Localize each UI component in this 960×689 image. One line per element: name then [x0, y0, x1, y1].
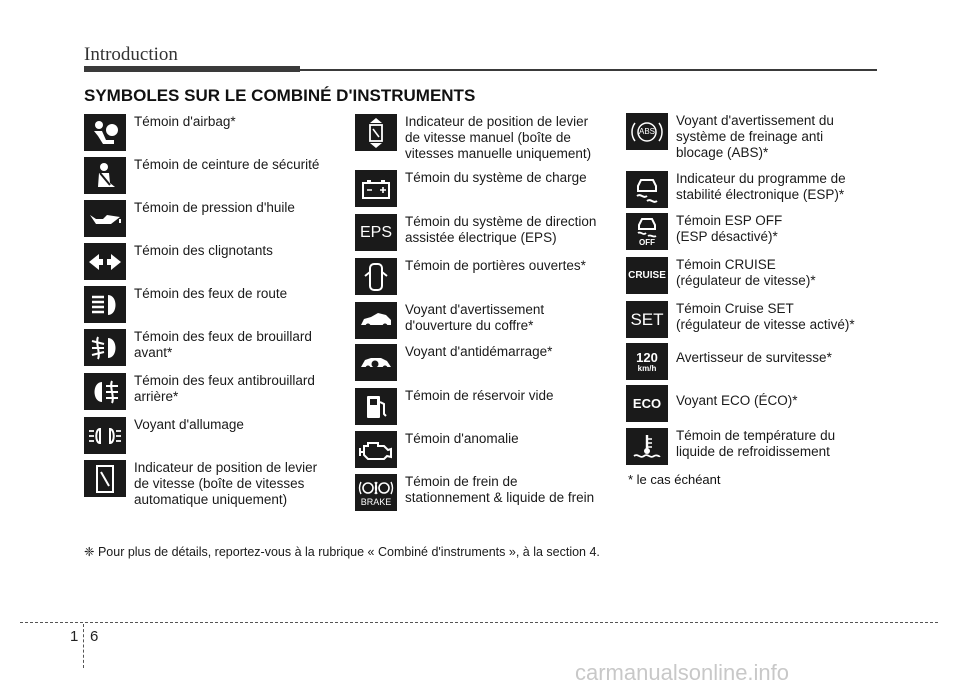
symbol-airbag [84, 114, 236, 151]
symbol-seatbelt [84, 157, 319, 194]
symbol-label: Témoin de température du liquide de refroidissement [676, 428, 836, 459]
symbol-label: Indicateur du programme de stabilité électronique (ESP)* [676, 171, 846, 202]
symbol-abs [626, 113, 834, 161]
symbol-label: Voyant d'avertissement du système de freinage anti blocage (ABS)* [676, 113, 834, 160]
esp-icon [626, 171, 668, 208]
symbol-label: Voyant d'allumage [134, 417, 244, 432]
symbol-high-beam [84, 286, 287, 323]
abs-icon [626, 113, 668, 150]
watermark: carmanualsonline.info [575, 660, 790, 685]
symbol-label: Témoin des feux de route [134, 286, 288, 301]
symbol-eps [355, 214, 596, 251]
symbol-eco [626, 385, 798, 422]
symbol-label: Voyant d'avertissement d'ouverture du coffre* [405, 302, 545, 333]
oil-pressure-icon [84, 200, 126, 237]
symbol-label: Témoin CRUISE (régulateur de vitesse)* [676, 257, 816, 288]
cruise-set-icon-text: SET [630, 309, 664, 329]
page-number: 6 [90, 628, 99, 645]
symbol-esp-off [626, 213, 782, 250]
cruise-set-icon [626, 301, 668, 338]
symbol-overspeed [626, 343, 832, 380]
symbol-label: Témoin d'airbag* [134, 114, 236, 129]
symbol-battery [355, 170, 587, 207]
brake-icon [355, 474, 397, 511]
manual-shift-icon [355, 114, 397, 151]
cruise-icon [626, 257, 668, 294]
symbol-front-fog [84, 329, 312, 366]
coolant-temp-icon [626, 428, 668, 465]
symbol-door-open [355, 258, 586, 295]
eps-icon-text: EPS [359, 223, 392, 241]
symbol-label: Témoin des clignotants [134, 243, 273, 258]
symbol-label: Avertisseur de survitesse* [676, 350, 832, 365]
symbol-engine-check [355, 431, 519, 468]
eco-icon [626, 385, 668, 422]
engine-check-icon [355, 431, 397, 468]
esp-off-icon [626, 213, 668, 250]
symbol-brake [355, 474, 594, 511]
symbol-label: Témoin des feux de brouillard avant* [134, 329, 312, 360]
symbol-label: Indicateur de position de levier de vitesse manuel (boîte de vitesses manuelle uniquement) [405, 114, 592, 161]
symbol-label: Voyant d'antidémarrage* [405, 344, 553, 359]
symbol-auto-shift [84, 460, 317, 508]
symbol-coolant-temp [626, 428, 835, 465]
brake-icon-text: BRAKE [360, 496, 392, 507]
door-open-icon [355, 258, 397, 295]
abs-icon-text: ABS [638, 127, 655, 136]
symbol-cruise [626, 257, 816, 294]
symbol-label: Témoin Cruise SET (régulateur de vitesse activé)* [676, 301, 855, 332]
symbol-label: Témoin de ceinture de sécurité [134, 157, 320, 172]
symbol-oil-pressure [84, 200, 295, 237]
front-fog-icon [84, 329, 126, 366]
page-header-title: Introduction [84, 44, 178, 65]
fuel-icon [355, 388, 397, 425]
symbol-immobilizer [355, 344, 552, 381]
symbol-label: Témoin du système de direction assistée électrique (EPS) [405, 214, 597, 245]
symbol-label: Témoin de pression d'huile [134, 200, 295, 215]
high-beam-icon [84, 286, 126, 323]
overspeed-icon-text: 120 [636, 349, 658, 365]
reference-note: ❈ Pour plus de détails, reportez-vous à la rubrique « Combiné d'instruments », à la section 4. [84, 545, 600, 559]
turn-signal-icon [84, 243, 126, 280]
symbol-trunk-open [355, 302, 544, 339]
trunk-open-icon [355, 302, 397, 339]
symbol-label: Témoin du système de charge [405, 170, 587, 185]
header-bar [84, 66, 300, 72]
symbol-label: Voyant ECO (ÉCO)* [676, 393, 798, 408]
symbol-fuel [355, 388, 554, 425]
esp-off-icon-text: OFF [639, 238, 655, 247]
auto-shift-icon [84, 460, 126, 497]
symbol-position-light [84, 417, 244, 454]
symbol-manual-shift [355, 114, 591, 162]
overspeed-icon [626, 343, 668, 380]
symbol-label: Indicateur de position de levier de vitesse (boîte de vitesses automatique uniquement) [134, 460, 318, 507]
symbol-label: Témoin ESP OFF (ESP désactivé)* [676, 213, 783, 244]
chapter-number: 1 [70, 628, 79, 645]
symbol-rear-fog [84, 373, 315, 410]
seatbelt-icon [84, 157, 126, 194]
eco-icon-text: ECO [632, 396, 662, 411]
footer-divider [83, 624, 84, 668]
symbol-label: Témoin de frein de stationnement & liquide de frein [405, 474, 595, 505]
symbol-label: Témoin d'anomalie [405, 431, 519, 446]
symbol-label: Témoin de réservoir vide [405, 388, 554, 403]
symbol-label: Témoin des feux antibrouillard arrière* [134, 373, 315, 404]
airbag-icon [84, 114, 126, 151]
symbol-label: Témoin de portières ouvertes* [405, 258, 586, 273]
symbol-turn-signal [84, 243, 273, 280]
battery-icon [355, 170, 397, 207]
cruise-icon-text: CRUISE [628, 270, 666, 281]
footnote: * le cas échéant [628, 472, 721, 487]
overspeed-unit-text: km/h [637, 363, 657, 373]
header-rule [300, 69, 877, 71]
symbol-esp [626, 171, 846, 208]
position-light-icon [84, 417, 126, 454]
footer-rule [20, 622, 938, 623]
symbol-cruise-set [626, 301, 855, 338]
eps-icon [355, 214, 397, 251]
rear-fog-icon [84, 373, 126, 410]
immobilizer-icon [355, 344, 397, 381]
section-title: SYMBOLES SUR LE COMBINÉ D'INSTRUMENTS [84, 86, 476, 105]
